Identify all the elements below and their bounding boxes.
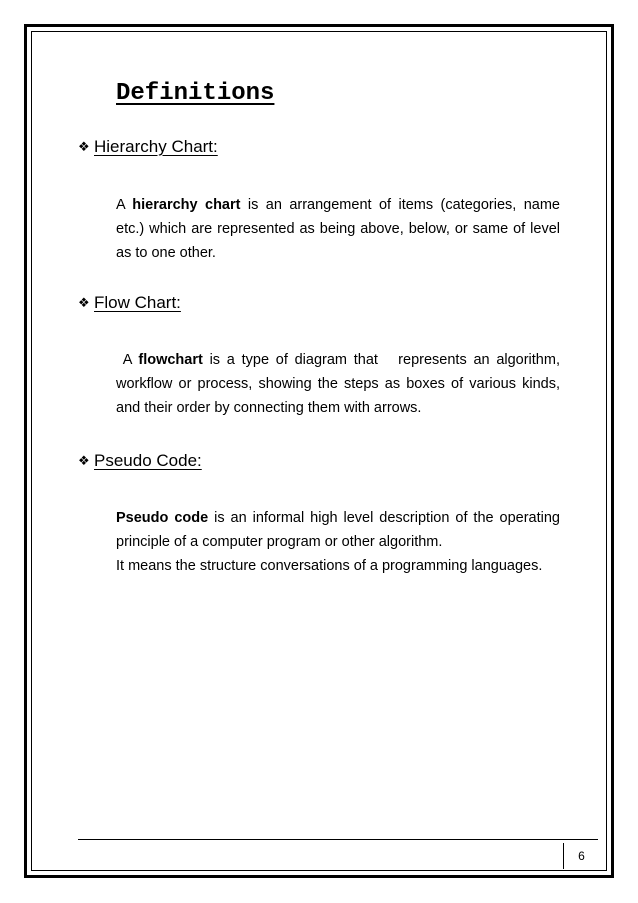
section-heading-text: Flow Chart: (94, 293, 181, 312)
page-number: 6 (563, 843, 599, 869)
section-heading-text: Hierarchy Chart: (94, 137, 218, 156)
definition-text: is a type of diagram that represents an algorithm, workflow or process, showing the steps as boxes of various kinds, and their order by connecting them with arrows. (116, 352, 565, 416)
hierarchy-chart-definition (116, 193, 560, 265)
diamond-bullet-icon: ❖ (78, 295, 90, 310)
section-heading-pseudo-code (78, 450, 202, 472)
footer-rule (78, 839, 598, 840)
page-title: Definitions (116, 80, 275, 107)
section-heading-text: Pseudo Code: (94, 451, 202, 470)
section-heading-hierarchy-chart (78, 136, 218, 158)
definition-prefix: A (116, 197, 133, 213)
definition-text: is an informal high level description of the operating principle of a computer program or other algorithm. (116, 510, 560, 550)
diamond-bullet-icon: ❖ (78, 453, 90, 468)
section-heading-flow-chart (78, 292, 181, 314)
diamond-bullet-icon: ❖ (78, 139, 90, 154)
definition-second-sentence: It means the structure conversations of a programming languages. (116, 558, 543, 574)
definition-term: flowchart (138, 352, 203, 368)
pseudo-code-definition (116, 506, 560, 578)
definition-term: Pseudo code (116, 510, 209, 526)
definition-text: is an arrangement of items (categories, name etc.) which are represented as being above, below, or same of level as to one other. (116, 197, 560, 261)
flow-chart-definition (116, 348, 565, 420)
definition-prefix: A (116, 352, 139, 368)
definition-first-sentence (116, 506, 560, 554)
definition-term: hierarchy chart (132, 197, 241, 213)
